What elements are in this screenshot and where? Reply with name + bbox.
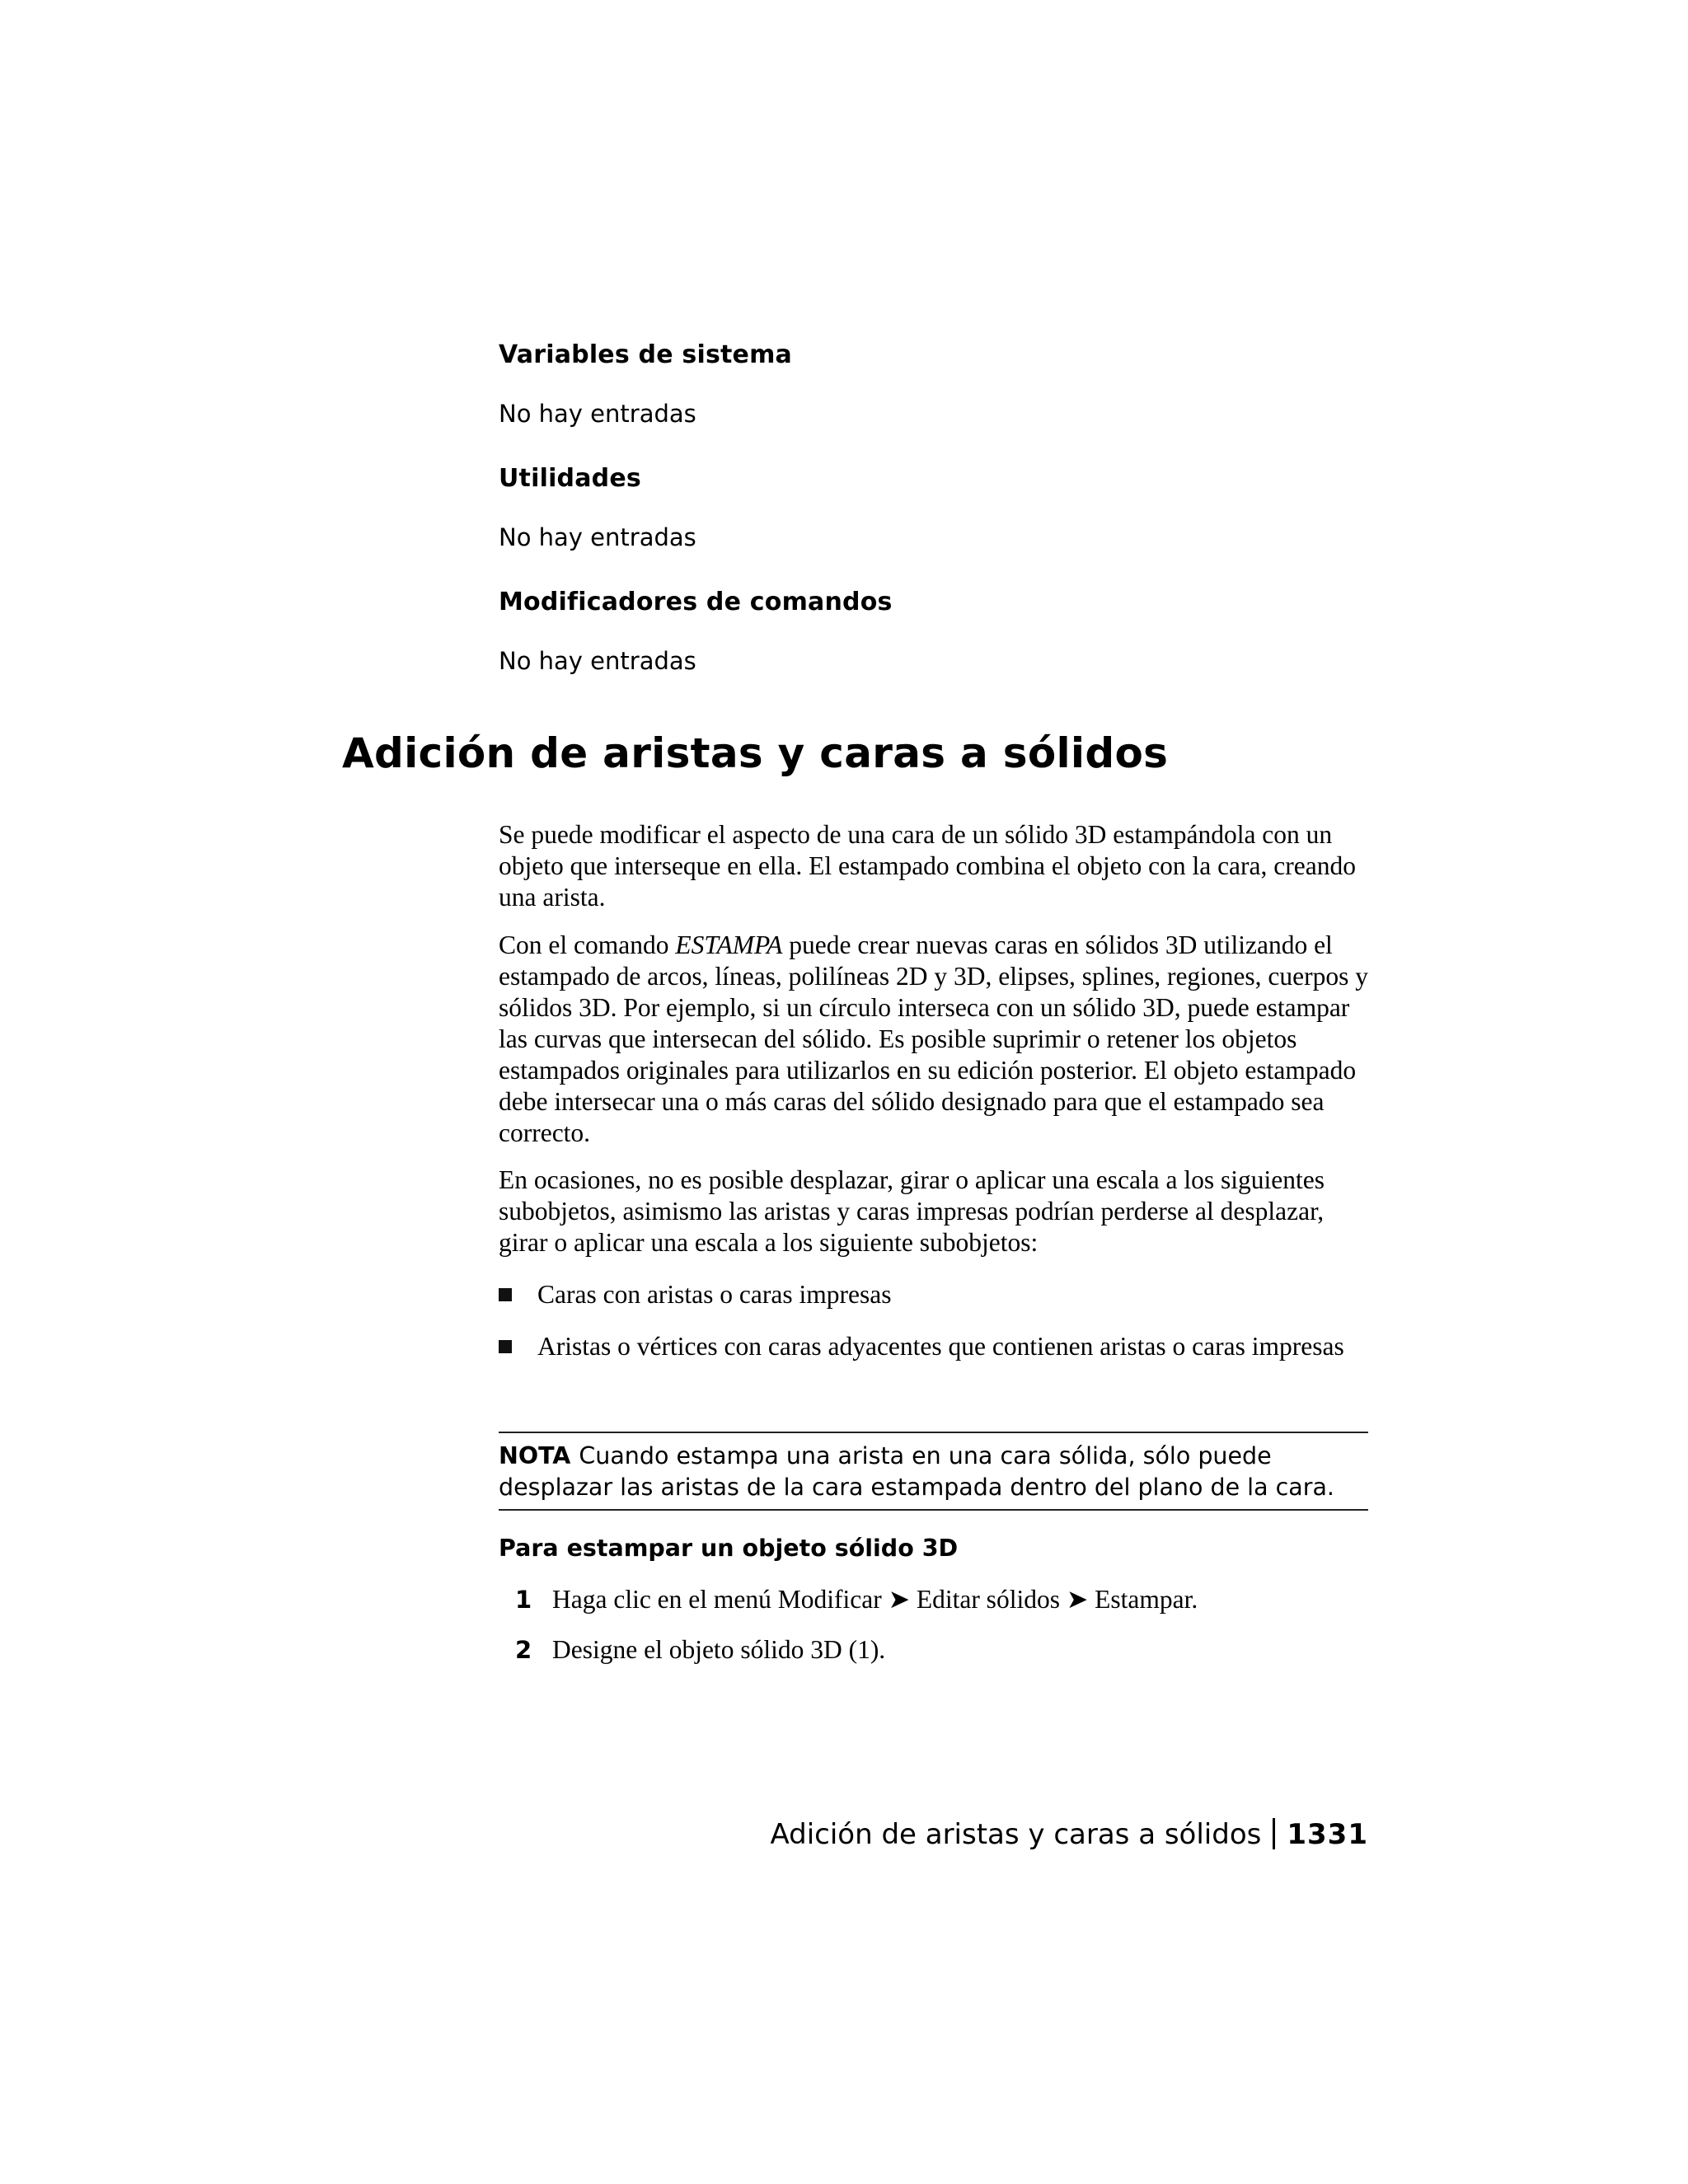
note-label: NOTA [499, 1442, 571, 1469]
procedure-title: Para estampar un objeto sólido 3D [499, 1535, 959, 1562]
note-text: Cuando estampa una arista en una cara sólida, sólo puede desplazar las aristas de la cara estampada dentro del plano de la cara. [499, 1442, 1334, 1501]
paragraph-command [499, 930, 1368, 1149]
bullet-square-icon [499, 1288, 512, 1301]
paragraph-intro-text: Se puede modificar el aspecto de una cara de un sólido 3D estampándola con un objeto que interseque en ella. El estampado combina el objeto con la cara, creando una arista. [499, 820, 1356, 912]
note-text-container [499, 1441, 1368, 1503]
note-box [499, 1432, 1368, 1511]
bullet-square-icon [499, 1340, 512, 1353]
section-body-system-variables: No hay entradas [499, 400, 696, 428]
paragraph-occasions-text: En ocasiones, no es posible desplazar, girar o aplicar una escala a los siguientes subobjetos, asimismo las aristas y caras impresas podrían perderse al desplazar, girar o aplicar una escala a los siguiente subobjetos: [499, 1165, 1325, 1257]
section-heading-command-modifiers: Modificadores de comandos [499, 588, 893, 616]
list-item-text: Caras con aristas o caras impresas [537, 1280, 892, 1309]
page-footer [770, 1818, 1368, 1851]
step-number: 2 [515, 1636, 532, 1664]
footer-separator [1273, 1818, 1275, 1849]
command-name: ESTAMPA [675, 930, 783, 959]
step-number: 1 [515, 1586, 532, 1614]
section-heading-system-variables: Variables de sistema [499, 340, 793, 369]
step-text: Designe el objeto sólido 3D (1). [552, 1635, 886, 1664]
page-number: 1331 [1287, 1818, 1368, 1851]
section-body-utilities: No hay entradas [499, 523, 696, 551]
paragraph-command-before: Con el comando [499, 930, 676, 959]
paragraph-command-after: puede crear nuevas caras en sólidos 3D utilizando el estampado de arcos, líneas, polilíneas 2D y 3D, elipses, splines, regiones, cuerpos y sólidos 3D. Por ejemplo, si un círculo interseca con un sólido 3D, puede estampar las curvas que intersecan del sólido. Es posible suprimir o retener los objetos estampados originales para utilizarlos en su edición posterior. El objeto estampado debe intersecar una o más caras del sólido designado para que el estampado sea correcto. [499, 930, 1369, 1147]
footer-title: Adición de aristas y caras a sólidos [770, 1818, 1262, 1851]
paragraph-occasions [499, 1165, 1368, 1258]
paragraph-intro [499, 819, 1368, 913]
section-body-command-modifiers: No hay entradas [499, 647, 696, 675]
step-text: Haga clic en el menú Modificar ➤ Editar sólidos ➤ Estampar. [552, 1585, 1198, 1614]
page-title: Adición de aristas y caras a sólidos [342, 729, 1169, 777]
section-heading-utilities: Utilidades [499, 464, 641, 493]
paragraph-command-text [499, 930, 1368, 1149]
list-item-text: Aristas o vértices con caras adyacentes que contienen aristas o caras impresas [537, 1332, 1344, 1361]
